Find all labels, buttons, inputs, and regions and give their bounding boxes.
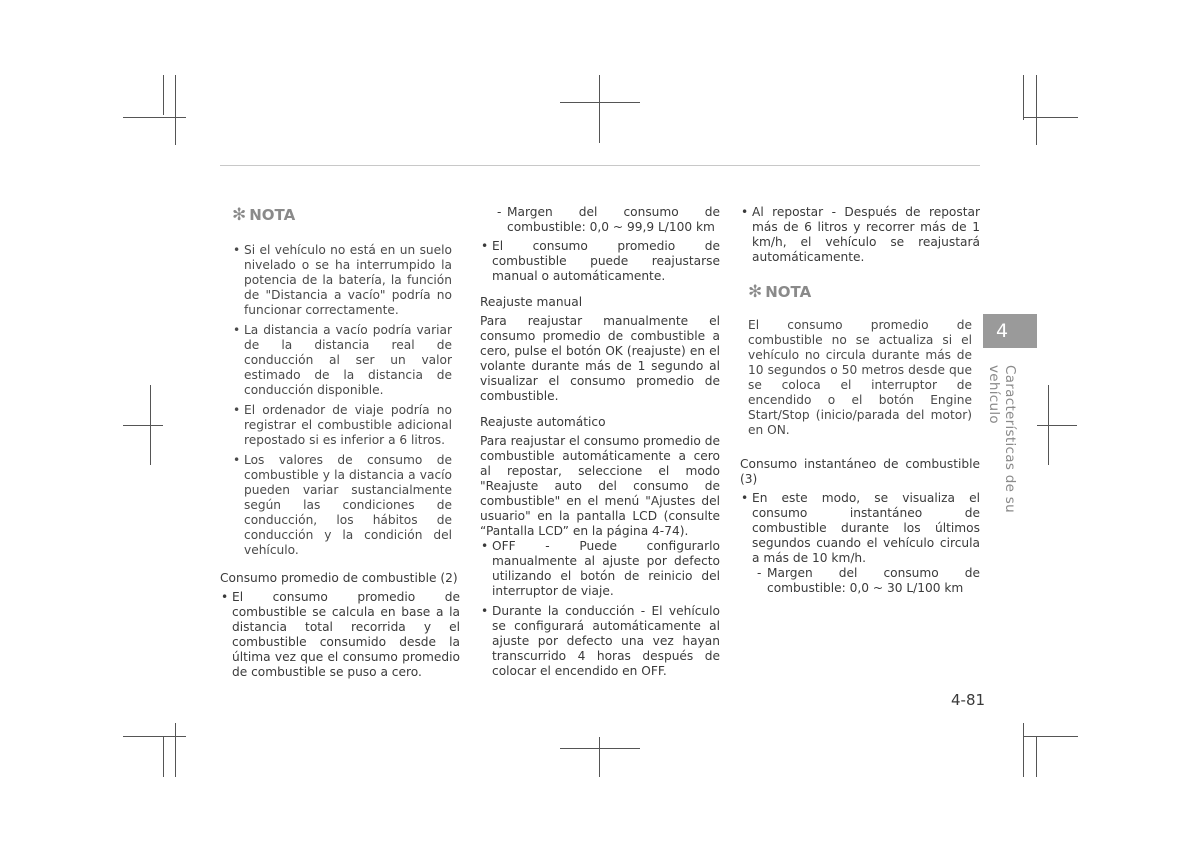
header-rule — [220, 165, 980, 166]
instant-heading: Consumo instantáneo de combustible (3) — [740, 457, 980, 486]
asterisk-icon: ✻ — [748, 282, 763, 302]
note-bullet: • Los valores de consumo de combustible y la distancia a vacío pueden variar sustancialmente según las condiciones de conducción, los hábitos de conducción y la condición del vehículo. — [232, 453, 452, 558]
page-number: 4-81 — [951, 691, 986, 709]
instant-bullet: • En este modo, se visualiza el consumo instantáneo de combustible durante los últimos segundos cuando el vehículo circula a más de 10 km/h. — [740, 491, 980, 566]
note-bullet: • La distancia a vacío podría variar de la distancia real de conducción al ser un valor estimado de la distancia de conducción disponible. — [232, 323, 452, 398]
section-heading: Consumo promedio de combustible (2) — [220, 571, 458, 585]
column-3 — [740, 205, 980, 596]
auto-heading: Reajuste automático — [480, 415, 606, 429]
off-bullet: • OFF - Puede configurarlo manualmente al ajuste por defecto utilizando el botón de reinicio del interruptor de viaje. — [480, 539, 720, 599]
note-bullet: • Si el vehículo no está en un suelo nivelado o se ha interrumpido la potencia de la batería, la función de "Distancia a vacío" podría no funcionar correctamente. — [232, 243, 452, 318]
note-box — [220, 205, 452, 558]
manual-heading: Reajuste manual — [480, 295, 583, 309]
column-1 — [220, 205, 460, 680]
chapter-tab: 4 — [983, 314, 1037, 348]
refuel-bullet: • Al repostar - Después de repostar más de 6 litros y recorrer más de 1 km/h, el vehículo se reajustará automáticamente. — [740, 205, 980, 265]
range-dash: - Margen del consumo de combustible: 0,0 ~ 99,9 L/100 km — [480, 205, 720, 235]
auto-text: Para reajustar el consumo promedio de combustible automáticamente a cero al repostar, seleccione el modo "Reajuste auto del consumo de combustible" en el menú "Ajustes del usuario" en la pantalla LCD (consulte “Pantalla LCD” en la página 4-74). — [480, 434, 720, 538]
note-body — [232, 243, 452, 558]
driving-bullet: • Durante la conducción - El vehículo se configurará automáticamente al ajuste por defecto una vez hayan transcurrido 4 horas después de colocar el encendido en OFF. — [480, 604, 720, 679]
note-title: ✻ NOTA — [232, 205, 296, 225]
section-bullet: • El consumo promedio de combustible se calcula en base a la distancia total recorrida y el combustible consumido desde la última vez que el consumo promedio de combustible se puso a cero. — [220, 590, 460, 680]
instant-range-dash: - Margen del consumo de combustible: 0,0 ~ 30 L/100 km — [740, 566, 980, 596]
reset-bullet: • El consumo promedio de combustible puede reajustarse manual o automáticamente. — [480, 239, 720, 284]
asterisk-icon: ✻ — [232, 205, 247, 225]
manual-text: Para reajustar manualmente el consumo promedio de combustible a cero, pulse el botón OK (reajuste) en el volante durante más de 1 segundo al visualizar el consumo promedio de combustible. — [480, 314, 720, 403]
note-bullet: • El ordenador de viaje podría no registrar el combustible adicional repostado si es inferior a 6 litros. — [232, 403, 452, 448]
column-2 — [480, 205, 720, 679]
note-box-2 — [740, 282, 972, 438]
note-title-2: ✻ NOTA — [748, 282, 812, 302]
chapter-title: Características de su vehículo — [986, 365, 1018, 513]
note-text: El consumo promedio de combustible no se actualiza si el vehículo no circula durante más de 10 segundos o 50 metros desde que se coloca el interruptor de encendido o el botón Engine Start/Stop (inicio/parada del motor) en ON. — [748, 318, 972, 437]
